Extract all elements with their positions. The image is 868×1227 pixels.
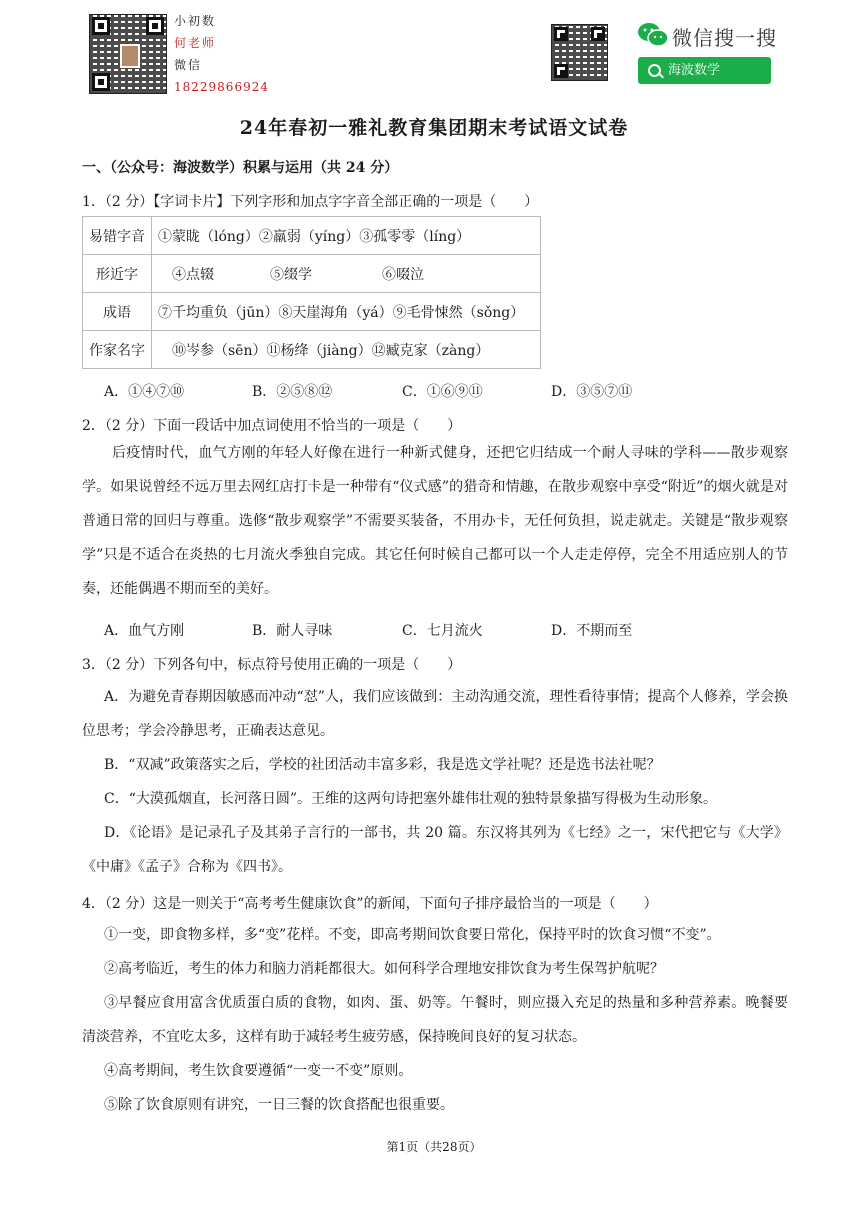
table-cell-label: 成语 [83,293,152,331]
table-row [83,293,541,331]
q4-stem: 4．（2 分）这是一则关于“高考考生健康饮食”的新闻，下面句子排序最恰当的一项是（ ） [82,896,658,912]
q2-option-d[interactable]: D．不期而至 [551,623,633,639]
q3-option-c[interactable]: C．“大漠孤烟直，长河落日圆”。王维的这两句诗把塞外雄伟壮观的独特景象描写得极为生动形象。 [104,791,718,807]
q4-sentence-2: ②高考临近，考生的体力和脑力消耗都很大。如何科学合理地安排饮食为考生保驾护航呢？ [104,961,664,977]
handwritten-line-1: 小初数 [174,14,217,28]
table-row [83,217,541,255]
q2-passage: 后疫情时代，血气方刚的年轻人好像在进行一种新式健身，还把它归结成一个耐人寻味的学科——散步观察学。如果说曾经不远万里去网红店打卡是一种带有“仪式感”的猎奇和情趣，在散步观察中享受“附近”的烟火就是对普通日常的回归与尊重。选修“散步观察学”不需要买装备，不用办卡，无任何负担，说走就走。关键是“散步观察学”只是不适合在炎热的七月流火季独自完成。其它任何时候自己都可以一个人走走停停，完全不用适应别人的节奏，还能偶遇不期而至的美好。 [82,445,788,597]
table-row [83,331,541,369]
table-cell-value: ⑦千均重负（jūn）⑧天崖海角（yá）⑨毛骨悚然（sǒng） [152,293,541,331]
handwritten-line-3: 微信 [174,58,203,72]
section-heading: 一、（公众号：海波数学）积累与运用（共 24 分） [82,160,399,176]
q3-stem: 3．（2 分）下列各句中，标点符号使用正确的一项是（ ） [82,657,462,673]
page-footer: 第1页（共28页） [386,1140,482,1154]
wechat-search-box[interactable] [638,57,771,84]
q1-option-c[interactable]: C．①⑥⑨⑪ [402,384,483,400]
table-cell-value: ①蒙眬（lóng）②羸弱（yíng）③孤零零（líng） [152,217,541,255]
table-row [83,255,541,293]
wechat-icon [637,22,669,48]
table-cell-label: 形近字 [83,255,152,293]
search-icon [648,64,661,77]
q2-stem: 2．（2 分）下面一段话中加点词使用不恰当的一项是（ ） [82,418,462,434]
q2-option-b[interactable]: B．耐人寻味 [252,623,333,639]
q1-option-d[interactable]: D．③⑤⑦⑪ [551,384,633,400]
handwritten-line-2: 何老师 [174,36,217,50]
q4-sentence-4: ④高考期间，考生饮食要遵循“一变一不变”原则。 [104,1063,413,1079]
word-card-table [82,216,541,369]
q4-sentence-5: ⑤除了饮食原则有讲究，一日三餐的饮食搭配也很重要。 [104,1097,454,1113]
table-cell-value: ④点辍 ⑤缀学 ⑥啜泣 [152,255,541,293]
q1-option-a[interactable]: A．①④⑦⑩ [104,384,185,400]
q2-option-a[interactable]: A．血气方刚 [104,623,185,639]
table-cell-label: 作家名字 [83,331,152,369]
q3-option-b[interactable]: B．“双减”政策落实之后，学校的社团活动丰富多彩，我是选文学社呢？还是选书法社呢？ [104,757,661,773]
q4-sentence-1: ①一变，即食物多样，多“变”花样。不变，即高考期间饮食要日常化，保持平时的饮食习惯“不变”。 [104,927,721,943]
qr-code-left [89,14,167,94]
handwritten-phone: 18229866924 [174,80,269,94]
table-cell-label: 易错字音 [83,217,152,255]
wechat-search-title: 微信搜一搜 [672,26,777,50]
q4-sentence-3: ③早餐应食用富含优质蛋白质的食物，如肉、蛋、奶等。午餐时，则应摄入充足的热量和多种营养素。晚餐要清淡营养，不宜吃太多，这样有助于减轻考生疲劳感，保持晚间良好的复习状态。 [82,995,788,1045]
q1-stem: 1．（2 分）【字词卡片】下列字形和加点字字音全部正确的一项是（ ） [82,194,539,210]
q1-option-b[interactable]: B．②⑤⑧⑫ [252,384,333,400]
page-title: 24年春初一雅礼教育集团期末考试语文试卷 [239,117,629,139]
q3-option-d[interactable]: D．《论语》是记录孔子及其弟子言行的一部书，共 20 篇。东汉将其列为《七经》之一，宋代把它与《大学》《中庸》《孟子》合称为《四书》。 [82,825,788,875]
q2-option-c[interactable]: C．七月流火 [402,623,483,639]
qr-code-right [551,24,608,81]
search-term: 海波数学 [668,63,721,78]
q3-option-a[interactable]: A．为避免青春期因敏感而冲动“怼”人，我们应该做到：主动沟通交流，理性看待事情；提高个人修养，学会换位思考；学会冷静思考，正确表达意见。 [82,689,788,739]
table-cell-value: ⑩岑参（sēn）⑪杨绛（jiàng）⑫臧克家（zàng） [152,331,541,369]
